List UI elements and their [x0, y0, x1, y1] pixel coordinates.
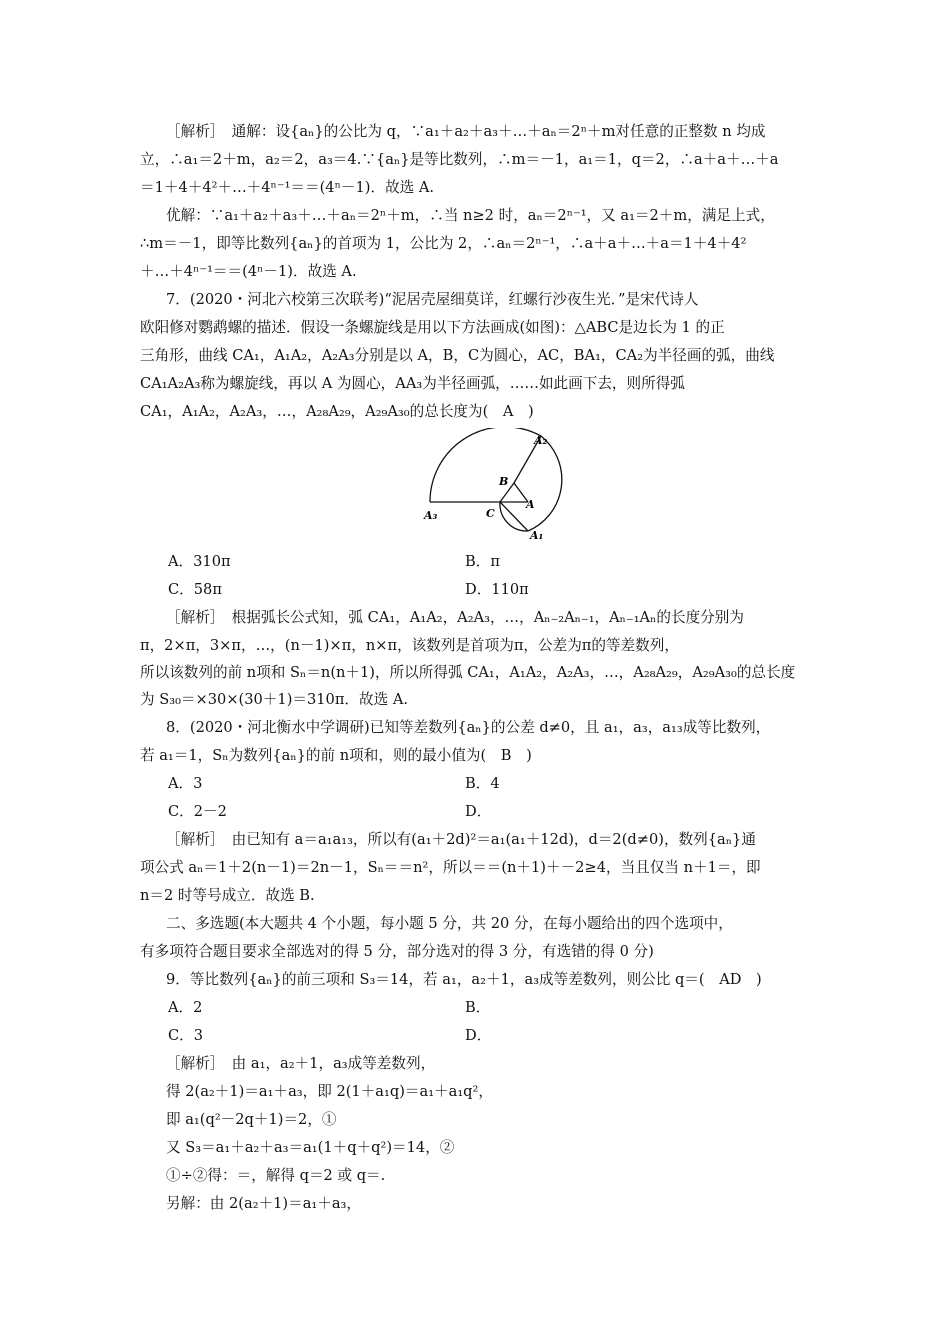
q6-solution-line-2: 立，∴a₁＝2＋m，a₂＝2，a₃＝4.∵{aₙ}是等比数列，∴m＝－1，a₁＝1，q＝2，∴a＋a＋…＋a	[140, 151, 779, 168]
q8-option-a: A．3	[168, 775, 203, 792]
q8-option-c: C．2－2	[168, 803, 227, 820]
q6-alt-solution-line-3: ＋…＋4ⁿ⁻¹＝＝(4ⁿ－1)．故选 A.	[140, 263, 357, 280]
q7-stem-line-1: 7．(2020・河北六校第三次联考)“泥居壳屋细莫详，红螺行沙夜生光．”是宋代诗人	[166, 291, 699, 308]
q9-option-d: D．	[465, 1027, 492, 1044]
q8-option-d: D．	[465, 803, 492, 820]
q7-option-b: B．π	[465, 553, 500, 570]
label-a3: A₃	[424, 509, 438, 522]
label-a2: A₂	[534, 434, 548, 447]
q9-option-c: C．3	[168, 1027, 204, 1044]
q7-stem-line-5: CA₁，A₁A₂，A₂A₃，…，A₂₈A₂₉，A₂₉A₃₀的总长度为( A )	[140, 403, 534, 420]
q7-stem-line-2: 欧阳修对鹦鹉螺的描述．假设一条螺旋线是用以下方法画成(如图)：△ABC是边长为 1 的正	[140, 319, 725, 336]
q9-alt-solution-line: 另解：由 2(a₂＋1)＝a₁＋a₃，	[166, 1195, 361, 1212]
section-heading-line-1: 二、多选题(本大题共 4 个小题，每小题 5 分，共 20 分，在每小题给出的四个选项中，	[166, 915, 733, 932]
q9-option-a: A．2	[168, 999, 203, 1016]
q9-stem: 9．等比数列{aₙ}的前三项和 S₃＝14，若 a₁，a₂＋1，a₃成等差数列，则公比 q＝( AD )	[166, 971, 762, 988]
q9-solution-line-5: ①÷②得：＝，解得 q＝2 或 q＝.	[166, 1167, 386, 1184]
q9-solution-line-3: 即 a₁(q²－2q＋1)＝2，①	[166, 1111, 337, 1128]
label-c: C	[486, 507, 495, 520]
q6-alt-solution-line-1: 优解：∵a₁＋a₂＋a₃＋…＋aₙ＝2ⁿ＋m，∴当 n≥2 时，aₙ＝2ⁿ⁻¹，又 a₁＝2＋m，满足上式，	[166, 207, 775, 224]
q7-solution-line-4: 为 S₃₀＝×30×(30＋1)＝310π．故选 A.	[140, 691, 409, 708]
q8-solution-line-3: n＝2 时等号成立．故选 B.	[140, 887, 315, 904]
q7-solution-line-1: ［解析］ 根据弧长公式知，弧 CA₁，A₁A₂，A₂A₃，…，Aₙ₋₂Aₙ₋₁，Aₙ₋₁Aₙ的长度分别为	[166, 609, 744, 626]
spiral-figure	[410, 428, 580, 546]
q7-option-d: D．110π	[465, 581, 529, 598]
q9-solution-line-2: 得 2(a₂＋1)＝a₁＋a₃，即 2(1＋a₁q)＝a₁＋a₁q²，	[166, 1083, 493, 1100]
q7-solution-line-3: 所以该数列的前 n项和 Sₙ＝n(n＋1)，所以所得弧 CA₁，A₁A₂，A₂A₃，…，A₂₈A₂₉，A₂₉A₃₀的总长度	[140, 664, 796, 681]
q8-stem-line-1: 8．(2020・河北衡水中学调研)已知等差数列{aₙ}的公差 d≠0，且 a₁，a₃，a₁₃成等比数列，	[166, 719, 771, 736]
q6-solution-line-3: ＝1＋4＋4²＋…＋4ⁿ⁻¹＝＝(4ⁿ－1)．故选 A.	[140, 179, 435, 196]
ray-c-a1	[500, 502, 528, 531]
q8-option-b: B．4	[465, 775, 500, 792]
label-a: A	[526, 498, 535, 511]
q7-solution-line-2: π，2×π，3×π，…，(n－1)×π，n×π，该数列是首项为π，公差为π的等差数列，	[140, 637, 679, 654]
q6-alt-solution-line-2: ∴m＝－1，即等比数列{aₙ}的首项为 1，公比为 2，∴aₙ＝2ⁿ⁻¹，∴a＋a＋…＋a＝1＋4＋4²	[140, 235, 747, 252]
q8-stem-line-2: 若 a₁＝1，Sₙ为数列{aₙ}的前 n项和，则的最小值为( B )	[140, 747, 532, 764]
q7-option-a: A．310π	[168, 553, 231, 570]
q6-solution-line-1: ［解析］ 通解：设{aₙ}的公比为 q，∵a₁＋a₂＋a₃＋…＋aₙ＝2ⁿ＋m对任意的正整数 n 均成	[166, 123, 766, 140]
q7-option-c: C．58π	[168, 581, 222, 598]
q7-stem-line-3: 三角形，曲线 CA₁，A₁A₂，A₂A₃分别是以 A，B，C为圆心，AC，BA₁，CA₂为半径画的弧，曲线	[140, 347, 775, 364]
label-a1: A₁	[530, 529, 544, 542]
q8-solution-line-1: ［解析］ 由已知有 a＝a₁a₁₃，所以有(a₁＋2d)²＝a₁(a₁＋12d)，d＝2(d≠0)，数列{aₙ}通	[166, 831, 756, 848]
q9-solution-line-4: 又 S₃＝a₁＋a₂＋a₃＝a₁(1＋q＋q²)＝14，②	[166, 1139, 455, 1156]
section-heading-line-2: 有多项符合题目要求全部选对的得 5 分，部分选对的得 3 分，有选错的得 0 分)	[140, 943, 654, 960]
q9-option-b: B．	[465, 999, 491, 1016]
q8-solution-line-2: 项公式 aₙ＝1＋2(n－1)＝2n－1，Sₙ＝＝n²，所以＝＝(n＋1)＋－2≥4，当且仅当 n＋1＝，即	[140, 859, 761, 876]
q7-stem-line-4: CA₁A₂A₃称为螺旋线，再以 A 为圆心，AA₃为半径画弧，……如此画下去，则所得弧	[140, 375, 685, 392]
q9-solution-line-1: ［解析］ 由 a₁，a₂＋1，a₃成等差数列，	[166, 1055, 436, 1072]
label-b: B	[499, 475, 509, 488]
